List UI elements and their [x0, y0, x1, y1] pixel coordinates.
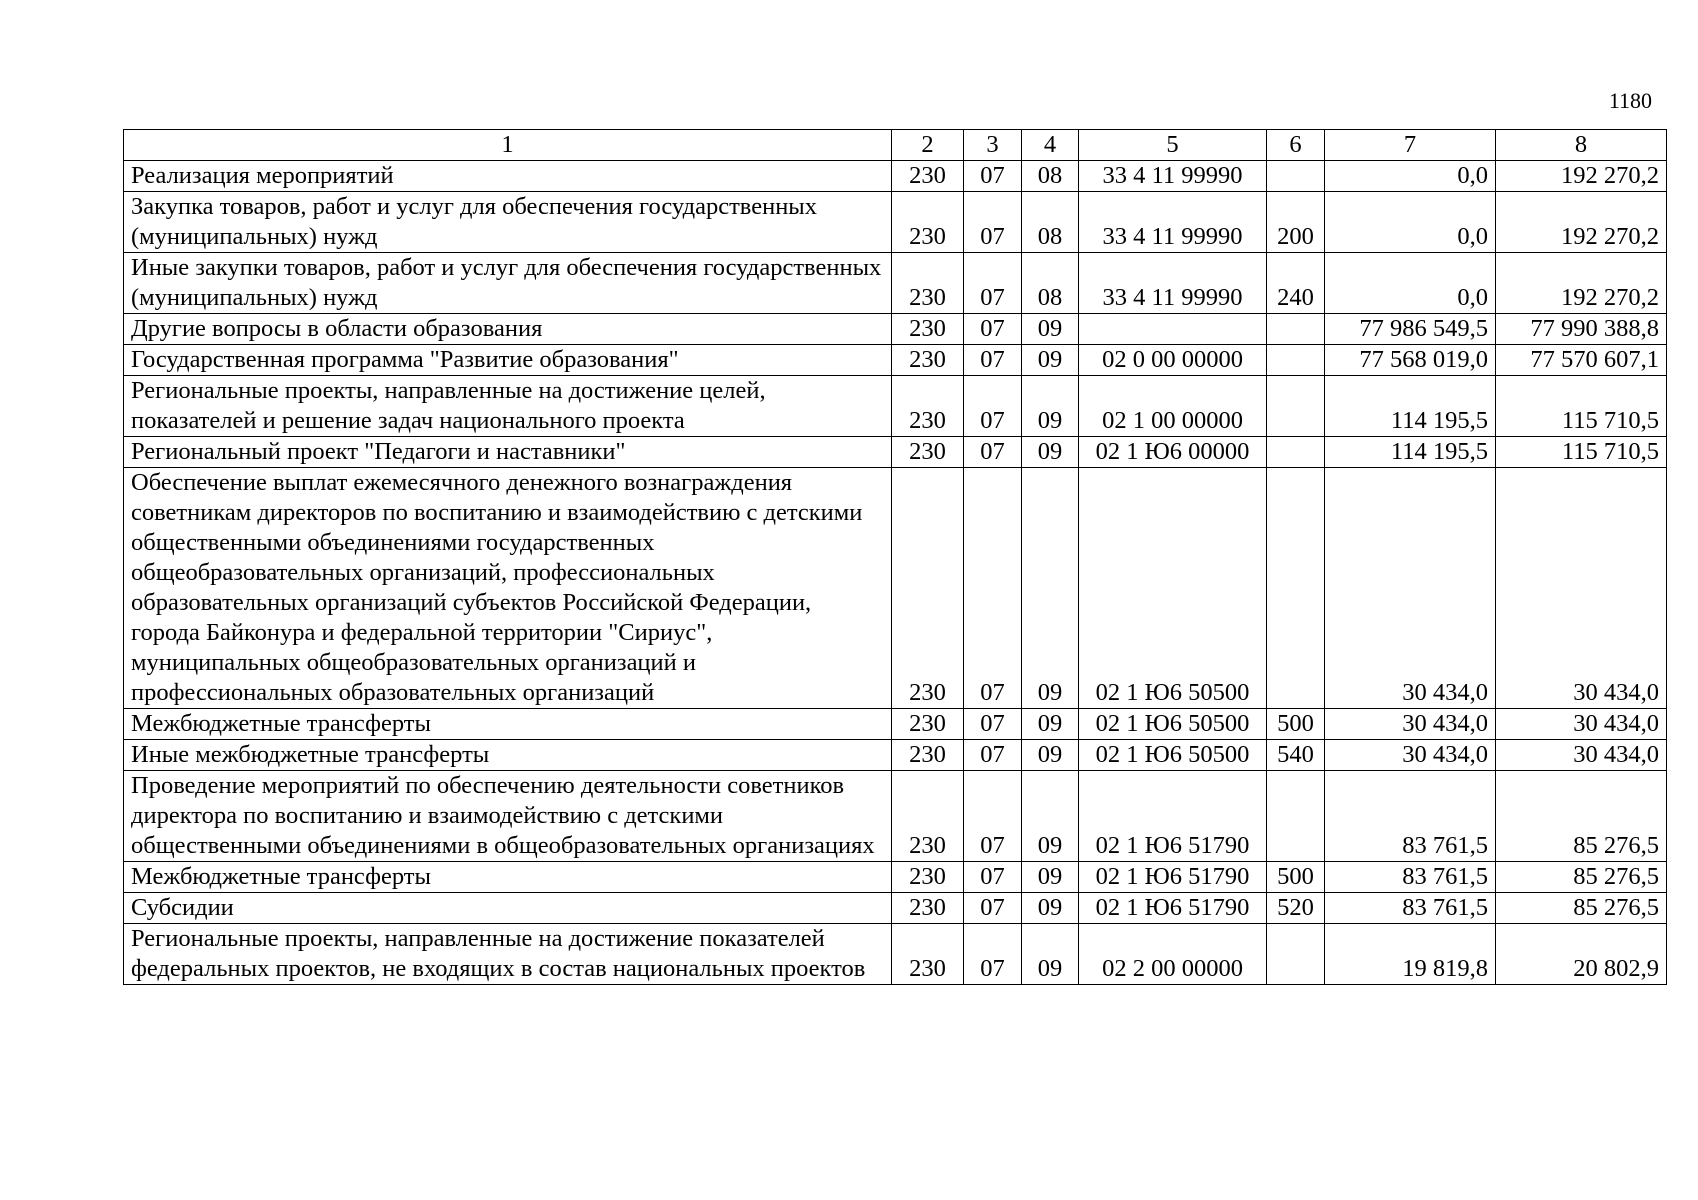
ministry-code: 230 — [892, 253, 964, 314]
row-name: Региональные проекты, направленные на достижение целей, показателей и решение задач национального проекта — [124, 376, 892, 437]
table-body — [124, 161, 1667, 985]
target-article-code: 02 1 00 00000 — [1079, 376, 1267, 437]
section-code: 07 — [964, 437, 1022, 468]
target-article-code: 02 1 Ю6 51790 — [1079, 771, 1267, 862]
section-code: 07 — [964, 345, 1022, 376]
row-name: Другие вопросы в области образования — [124, 314, 892, 345]
expense-type-code — [1267, 437, 1325, 468]
target-article-code: 33 4 11 99990 — [1079, 253, 1267, 314]
table-row — [124, 771, 1667, 862]
ministry-code: 230 — [892, 468, 964, 709]
expense-type-code — [1267, 468, 1325, 709]
ministry-code: 230 — [892, 862, 964, 893]
expense-type-code — [1267, 314, 1325, 345]
section-code: 07 — [964, 893, 1022, 924]
row-name: Субсидии — [124, 893, 892, 924]
column-header-1: 1 — [124, 130, 892, 161]
expense-type-code — [1267, 771, 1325, 862]
table-row — [124, 709, 1667, 740]
ministry-code: 230 — [892, 192, 964, 253]
subsection-code: 09 — [1022, 709, 1079, 740]
target-article-code: 02 0 00 00000 — [1079, 345, 1267, 376]
expense-type-code: 500 — [1267, 709, 1325, 740]
subsection-code: 09 — [1022, 437, 1079, 468]
amount-year-2: 20 802,9 — [1496, 924, 1667, 985]
row-name: Государственная программа "Развитие образования" — [124, 345, 892, 376]
column-header-4: 4 — [1022, 130, 1079, 161]
amount-year-1: 30 434,0 — [1325, 468, 1496, 709]
column-header-3: 3 — [964, 130, 1022, 161]
subsection-code: 09 — [1022, 924, 1079, 985]
amount-year-2: 115 710,5 — [1496, 437, 1667, 468]
ministry-code: 230 — [892, 893, 964, 924]
amount-year-1: 77 568 019,0 — [1325, 345, 1496, 376]
amount-year-1: 30 434,0 — [1325, 709, 1496, 740]
table-row — [124, 253, 1667, 314]
table-row — [124, 192, 1667, 253]
ministry-code: 230 — [892, 161, 964, 192]
section-code: 07 — [964, 924, 1022, 985]
section-code: 07 — [964, 314, 1022, 345]
subsection-code: 08 — [1022, 253, 1079, 314]
ministry-code: 230 — [892, 771, 964, 862]
subsection-code: 09 — [1022, 862, 1079, 893]
row-name: Межбюджетные трансферты — [124, 862, 892, 893]
ministry-code: 230 — [892, 376, 964, 437]
ministry-code: 230 — [892, 740, 964, 771]
subsection-code: 09 — [1022, 771, 1079, 862]
ministry-code: 230 — [892, 345, 964, 376]
section-code: 07 — [964, 709, 1022, 740]
subsection-code: 08 — [1022, 161, 1079, 192]
target-article-code: 02 2 00 00000 — [1079, 924, 1267, 985]
table-row — [124, 468, 1667, 709]
section-code: 07 — [964, 862, 1022, 893]
row-name: Межбюджетные трансферты — [124, 709, 892, 740]
amount-year-1: 114 195,5 — [1325, 376, 1496, 437]
table-row — [124, 437, 1667, 468]
section-code: 07 — [964, 192, 1022, 253]
target-article-code: 02 1 Ю6 00000 — [1079, 437, 1267, 468]
column-header-8: 8 — [1496, 130, 1667, 161]
subsection-code: 09 — [1022, 345, 1079, 376]
column-header-6: 6 — [1267, 130, 1325, 161]
row-name: Закупка товаров, работ и услуг для обеспечения государственных (муниципальных) нужд — [124, 192, 892, 253]
amount-year-2: 77 570 607,1 — [1496, 345, 1667, 376]
subsection-code: 09 — [1022, 893, 1079, 924]
table-row — [124, 893, 1667, 924]
subsection-code: 09 — [1022, 314, 1079, 345]
amount-year-1: 114 195,5 — [1325, 437, 1496, 468]
expense-type-code: 240 — [1267, 253, 1325, 314]
table-header-row — [124, 130, 1667, 161]
subsection-code: 09 — [1022, 740, 1079, 771]
expense-type-code: 200 — [1267, 192, 1325, 253]
section-code: 07 — [964, 161, 1022, 192]
expense-type-code — [1267, 376, 1325, 437]
column-header-2: 2 — [892, 130, 964, 161]
amount-year-2: 192 270,2 — [1496, 192, 1667, 253]
amount-year-1: 30 434,0 — [1325, 740, 1496, 771]
column-header-7: 7 — [1325, 130, 1496, 161]
target-article-code: 02 1 Ю6 50500 — [1079, 468, 1267, 709]
target-article-code: 02 1 Ю6 51790 — [1079, 862, 1267, 893]
budget-table — [123, 129, 1667, 985]
target-article-code: 33 4 11 99990 — [1079, 192, 1267, 253]
table-row — [124, 314, 1667, 345]
row-name: Иные закупки товаров, работ и услуг для обеспечения государственных (муниципальных) нужд — [124, 253, 892, 314]
ministry-code: 230 — [892, 314, 964, 345]
amount-year-2: 77 990 388,8 — [1496, 314, 1667, 345]
amount-year-2: 85 276,5 — [1496, 771, 1667, 862]
target-article-code: 02 1 Ю6 50500 — [1079, 740, 1267, 771]
amount-year-2: 30 434,0 — [1496, 709, 1667, 740]
table-row — [124, 161, 1667, 192]
amount-year-1: 0,0 — [1325, 253, 1496, 314]
expense-type-code: 500 — [1267, 862, 1325, 893]
expense-type-code: 540 — [1267, 740, 1325, 771]
amount-year-2: 115 710,5 — [1496, 376, 1667, 437]
table-row — [124, 376, 1667, 437]
table-row — [124, 345, 1667, 376]
amount-year-1: 83 761,5 — [1325, 893, 1496, 924]
expense-type-code — [1267, 345, 1325, 376]
amount-year-1: 77 986 549,5 — [1325, 314, 1496, 345]
amount-year-1: 83 761,5 — [1325, 771, 1496, 862]
ministry-code: 230 — [892, 924, 964, 985]
amount-year-1: 0,0 — [1325, 161, 1496, 192]
subsection-code: 08 — [1022, 192, 1079, 253]
row-name: Иные межбюджетные трансферты — [124, 740, 892, 771]
expense-type-code: 520 — [1267, 893, 1325, 924]
section-code: 07 — [964, 468, 1022, 709]
amount-year-1: 0,0 — [1325, 192, 1496, 253]
row-name: Обеспечение выплат ежемесячного денежного вознаграждения советникам директоров по воспитанию и взаимодействию с детскими общественными объединениями государственных общеобразовательных организаций, профессиональных образовательных организаций субъектов Российской Федерации, города Байконура и федеральной территории "Сириус", муниципальных общеобразовательных организаций и профессиональных образовательных организаций — [124, 468, 892, 709]
amount-year-1: 83 761,5 — [1325, 862, 1496, 893]
section-code: 07 — [964, 253, 1022, 314]
ministry-code: 230 — [892, 709, 964, 740]
expense-type-code — [1267, 161, 1325, 192]
target-article-code: 02 1 Ю6 51790 — [1079, 893, 1267, 924]
ministry-code: 230 — [892, 437, 964, 468]
table-row — [124, 862, 1667, 893]
row-name: Проведение мероприятий по обеспечению деятельности советников директора по воспитанию и взаимодействию с детскими общественными объединениями в общеобразовательных организациях — [124, 771, 892, 862]
row-name: Реализация мероприятий — [124, 161, 892, 192]
table-row — [124, 924, 1667, 985]
amount-year-2: 30 434,0 — [1496, 740, 1667, 771]
amount-year-1: 19 819,8 — [1325, 924, 1496, 985]
section-code: 07 — [964, 376, 1022, 437]
row-name: Региональный проект "Педагоги и наставники" — [124, 437, 892, 468]
expense-type-code — [1267, 924, 1325, 985]
amount-year-2: 85 276,5 — [1496, 893, 1667, 924]
amount-year-2: 85 276,5 — [1496, 862, 1667, 893]
amount-year-2: 30 434,0 — [1496, 468, 1667, 709]
table-row — [124, 740, 1667, 771]
target-article-code: 33 4 11 99990 — [1079, 161, 1267, 192]
subsection-code: 09 — [1022, 468, 1079, 709]
row-name: Региональные проекты, направленные на достижение показателей федеральных проектов, не входящих в состав национальных проектов — [124, 924, 892, 985]
target-article-code — [1079, 314, 1267, 345]
amount-year-2: 192 270,2 — [1496, 161, 1667, 192]
page-number: 1180 — [1608, 88, 1652, 113]
column-header-5: 5 — [1079, 130, 1267, 161]
subsection-code: 09 — [1022, 376, 1079, 437]
target-article-code: 02 1 Ю6 50500 — [1079, 709, 1267, 740]
amount-year-2: 192 270,2 — [1496, 253, 1667, 314]
section-code: 07 — [964, 740, 1022, 771]
section-code: 07 — [964, 771, 1022, 862]
